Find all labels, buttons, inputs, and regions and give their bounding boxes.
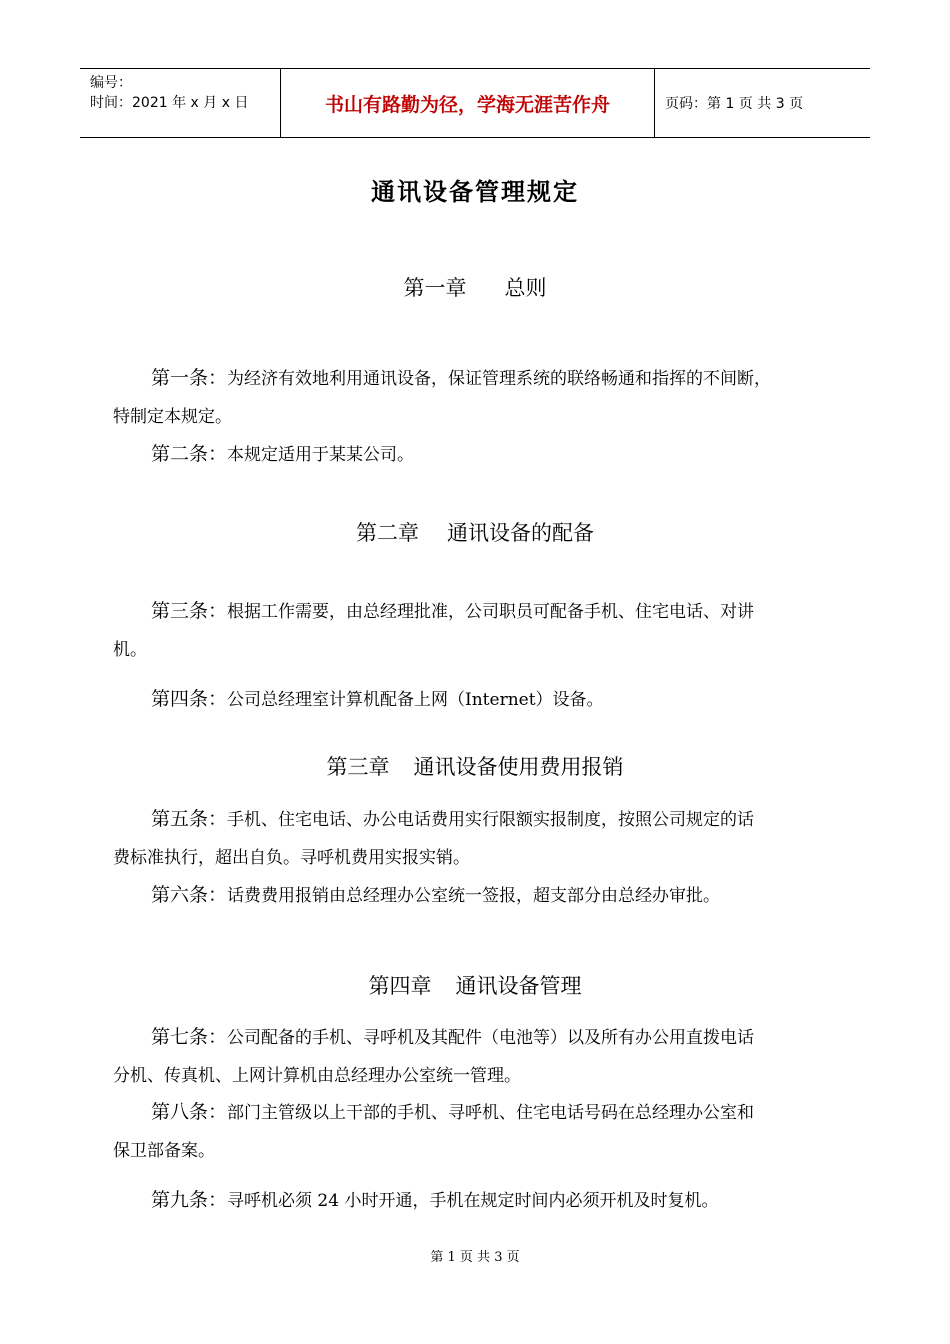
motto: 书山有路勤为径，学海无涯苦作舟 — [281, 69, 655, 137]
article-text: 根据工作需要，由总经理批准，公司职员可配备手机、住宅电话、对讲 — [227, 602, 755, 622]
article-label: 第四条： — [151, 688, 228, 710]
time-label: 时间：2021 年 x 月 x 日 — [90, 95, 249, 111]
article-text-cont: 保卫部备案。 — [113, 1141, 215, 1161]
number-label: 编号： — [90, 75, 132, 91]
chapter-number: 第二章 — [356, 521, 419, 545]
chapter-name: 通讯设备使用费用报销 — [413, 755, 624, 779]
article — [113, 1181, 843, 1220]
article — [113, 800, 843, 877]
header-table — [80, 68, 870, 138]
article-text-cont: 机。 — [113, 640, 147, 660]
header-meta-cell — [80, 69, 281, 137]
article-label: 第三条： — [151, 600, 228, 622]
article-text-cont: 费标准执行，超出自负。寻呼机费用实报实销。 — [113, 848, 470, 868]
chapter-number: 第四章 — [368, 974, 432, 998]
article — [113, 680, 843, 719]
chapter-heading — [0, 970, 950, 1000]
article — [113, 435, 843, 474]
article-text: 话费费用报销由总经理办公室统一签报，超支部分由总经办审批。 — [227, 886, 721, 906]
chapter-number: 第三章 — [326, 755, 390, 779]
chapter-name: 通讯设备的配备 — [447, 521, 594, 545]
article — [113, 876, 843, 915]
article-text: 手机、住宅电话、办公电话费用实行限额实报制度，按照公司规定的话 — [227, 810, 755, 830]
article-label: 第九条： — [151, 1189, 228, 1211]
article-text-cont: 分机、传真机、上网计算机由总经理办公室统一管理。 — [113, 1066, 521, 1086]
page-info: 页码：第 1 页 共 3 页 — [665, 96, 804, 112]
document-title: 通讯设备管理规定 — [371, 178, 579, 206]
chapter-heading — [0, 272, 950, 302]
article — [113, 359, 843, 436]
chapter-name: 总则 — [504, 276, 547, 300]
article-label: 第五条： — [151, 808, 228, 830]
chapter-name: 通讯设备管理 — [455, 974, 582, 998]
article-text-cont: 特制定本规定。 — [113, 407, 232, 427]
chapter-heading — [0, 751, 950, 781]
article-text: 寻呼机必须 24 小时开通，手机在规定时间内必须开机及时复机。 — [227, 1191, 719, 1211]
article-label: 第一条： — [151, 367, 228, 389]
article-label: 第八条： — [151, 1101, 228, 1123]
page-footer: 第 1 页 共 3 页 — [430, 1250, 520, 1265]
article — [113, 1018, 843, 1095]
article-text: 公司配备的手机、寻呼机及其配件（电池等）以及所有办公用直拨电话 — [227, 1028, 755, 1048]
article-label: 第七条： — [151, 1026, 228, 1048]
article-text: 本规定适用于某某公司。 — [227, 445, 415, 465]
article — [113, 592, 843, 669]
chapter-number: 第一章 — [403, 276, 467, 300]
article-label: 第六条： — [151, 884, 228, 906]
article-text: 为经济有效地利用通讯设备，保证管理系统的联络畅通和指挥的不间断， — [227, 369, 772, 389]
article-label: 第二条： — [151, 443, 228, 465]
chapter-heading — [0, 517, 950, 547]
article — [113, 1093, 843, 1170]
article-text: 公司总经理室计算机配备上网（Internet）设备。 — [227, 690, 604, 710]
article-text: 部门主管级以上干部的手机、寻呼机、住宅电话号码在总经理办公室和 — [227, 1103, 755, 1123]
